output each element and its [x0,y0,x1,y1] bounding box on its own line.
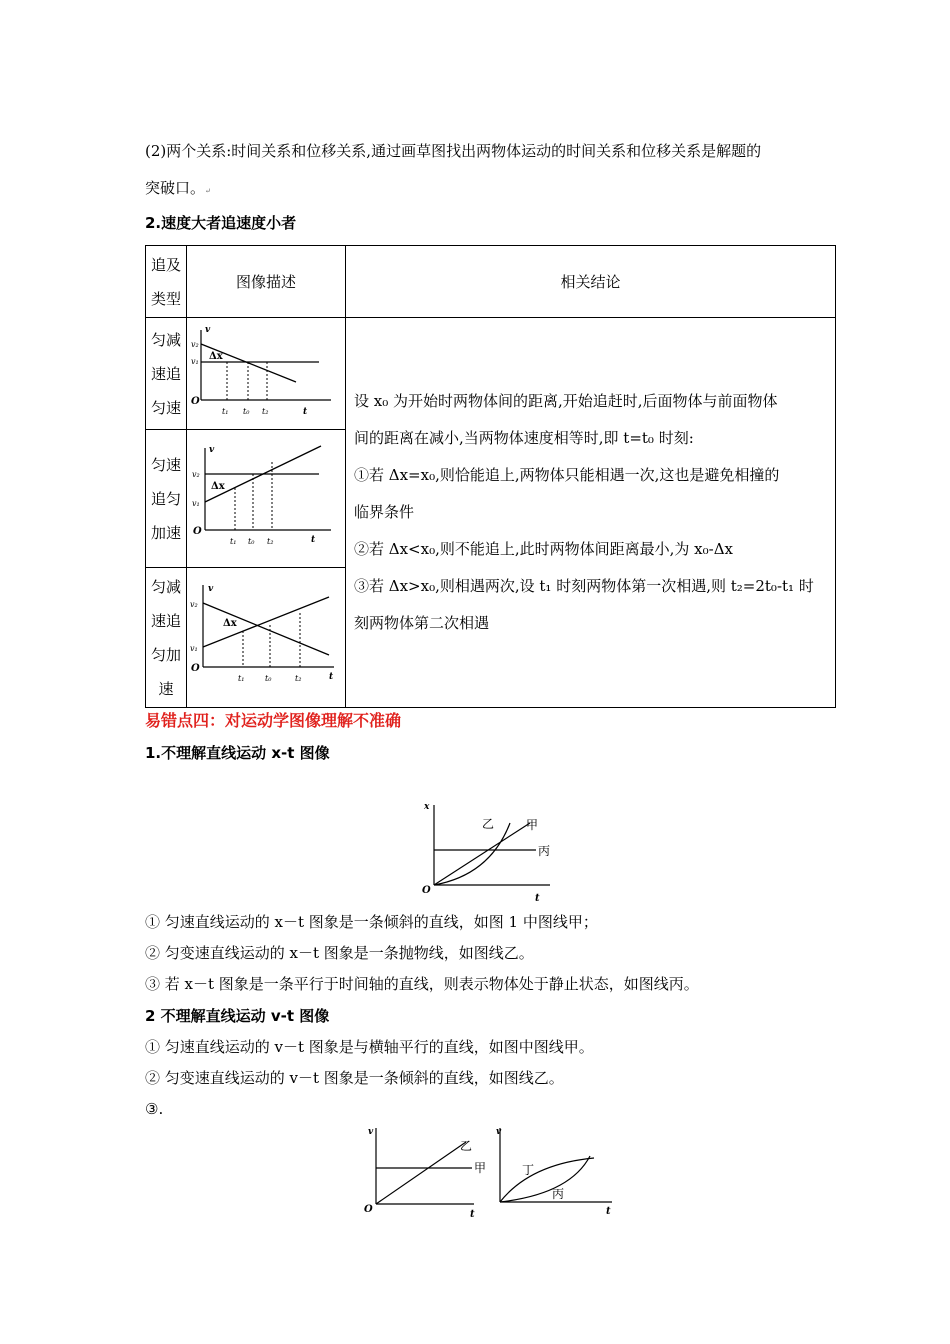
row-2-type [146,430,187,568]
header-conclusion: 相关结论 [346,246,836,318]
t0-label: t₀ [243,406,250,416]
label-bing: 丙 [538,844,551,858]
row-3-type [146,568,187,708]
vt-figure-right [490,1122,620,1222]
v2-label: v₂ [189,599,198,609]
section-2-title: 2.速度大者追速度小者 [145,214,297,232]
axis-t-label: t [470,1209,475,1220]
t1-label: t₁ [237,673,244,683]
t2-label: t₂ [294,673,301,683]
label-yi: 乙 [460,1139,473,1153]
origin-label: O [422,885,431,896]
header-type-line-1: 追及 [150,255,181,274]
vt-figure-left [362,1122,492,1222]
conclusion-line: 临界条件 [354,503,415,521]
curve-yi [434,823,510,885]
curve-ding [500,1158,594,1202]
t0-label: t₀ [264,673,271,683]
xt-figure [420,795,570,905]
axis-t-label: t [606,1206,611,1217]
t0-label: t₀ [248,536,255,546]
t1-label: t₁ [222,406,229,416]
line-jia [434,823,530,885]
graph-decel-chase-accel [189,581,344,691]
conclusion-line: 间的距离在减小,当两物体速度相等时,即 t=t₀ 时刻: [354,429,694,447]
header-graph: 图像描述 [187,246,346,318]
header-type [146,246,187,318]
dx-label: Δx [211,480,225,492]
line-yi [376,1142,466,1204]
paragraph-mark: ↵ [205,187,211,195]
t2-label: t₂ [262,406,269,416]
row-3-type-line: 速 [158,679,174,698]
xt-point-2: ② 匀变速直线运动的 x－t 图象是一条抛物线，如图线乙。 [145,944,534,962]
row-1-type-line: 匀速 [150,398,181,417]
axis-v-label: v [205,324,211,335]
graph-uniform-chase-accel [191,442,341,552]
intro-line-1: (2)两个关系:时间关系和位移关系,通过画草图找出两物体运动的时间关系和位移关系是解题的 [145,142,762,160]
intro-line-2 [145,177,211,202]
origin-label: O [190,662,200,674]
v2-label: v₂ [191,339,199,349]
xt-section-title: 1.不理解直线运动 x-t 图像 [145,744,330,762]
axis-t-label: t [328,671,333,682]
row-3-type-line: 匀加 [150,645,181,664]
v1-label: v₁ [192,498,200,508]
conclusion-line: ①若 Δx=x₀,则恰能追上,两物体只能相遇一次,这也是避免相撞的 [354,466,780,484]
row-1-type-line: 速追 [150,364,181,383]
conclusion-line: 设 x₀ 为开始时两物体间的距离,开始追赶时,后面物体与前面物体 [354,392,778,410]
axis-t-label: t [303,406,308,417]
label-jia: 甲 [526,818,539,832]
v1-label: v₁ [189,643,198,653]
origin-label: O [193,525,202,537]
label-bing: 丙 [552,1187,565,1201]
row-2-graph [187,430,346,568]
label-yi: 乙 [482,817,495,831]
row-1-type [146,318,187,430]
origin-label: O [191,395,200,407]
row-3-type-line: 速追 [150,611,181,630]
axis-v-label: v [207,583,213,594]
row-3-type-line: 匀减 [150,577,181,596]
label-jia: 甲 [474,1161,487,1175]
row-2-type-line: 匀速 [150,455,181,474]
t2-label: t₂ [267,536,274,546]
v1-label: v₁ [191,356,199,366]
conclusion-line: 刻两物体第二次相遇 [354,614,490,632]
origin-label: O [364,1204,373,1215]
label-ding: 丁 [522,1163,535,1177]
error-point-4-title: 易错点四：对运动学图像理解不准确 [145,711,402,730]
chase-table [145,245,836,708]
xt-point-3: ③ 若 x－t 图象是一条平行于时间轴的直线，则表示物体处于静止状态，如图线丙。 [145,975,699,993]
row-1-graph [187,318,346,430]
dx-label: Δx [222,617,237,629]
conclusion-line: ②若 Δx<x₀,则不能追上,此时两物体间距离最小,为 x₀-Δx [354,540,734,558]
header-type-line-2: 类型 [150,289,181,308]
curve-bing [500,1156,590,1202]
vt-point-3: ③. [145,1100,164,1118]
intro-line-2-text: 突破口。 [145,179,206,197]
t1-label: t₁ [230,536,237,546]
conclusion-line: ③若 Δx>x₀,则相遇两次,设 t₁ 时刻两物体第一次相遇,则 t₂=2t₀-t₁ 时 [354,577,814,595]
row-3-graph [187,568,346,708]
row-2-type-line: 追匀 [150,489,181,508]
axis-t-label: t [535,893,540,904]
axis-v-label: v [496,1127,502,1137]
dx-label: Δx [209,350,223,362]
vt-point-2: ② 匀变速直线运动的 v－t 图象是一条倾斜的直线，如图线乙。 [145,1069,564,1087]
conclusion-cell [346,318,836,708]
row-1-type-line: 匀减 [150,330,181,349]
graph-decel-chase-uniform [191,322,341,422]
xt-point-1: ① 匀速直线运动的 x－t 图象是一条倾斜的直线，如图 1 中图线甲； [145,913,598,931]
axis-v-label: v [368,1127,374,1137]
axis-v-label: v [209,444,215,455]
vt-section-title: 2 不理解直线运动 v-t 图像 [145,1007,330,1025]
axis-x-label: x [424,802,430,812]
row-2-type-line: 加速 [150,523,181,542]
vt-point-1: ① 匀速直线运动的 v－t 图象是与横轴平行的直线，如图中图线甲。 [145,1038,594,1056]
v2-label: v₂ [192,469,200,479]
axis-t-label: t [311,534,316,545]
